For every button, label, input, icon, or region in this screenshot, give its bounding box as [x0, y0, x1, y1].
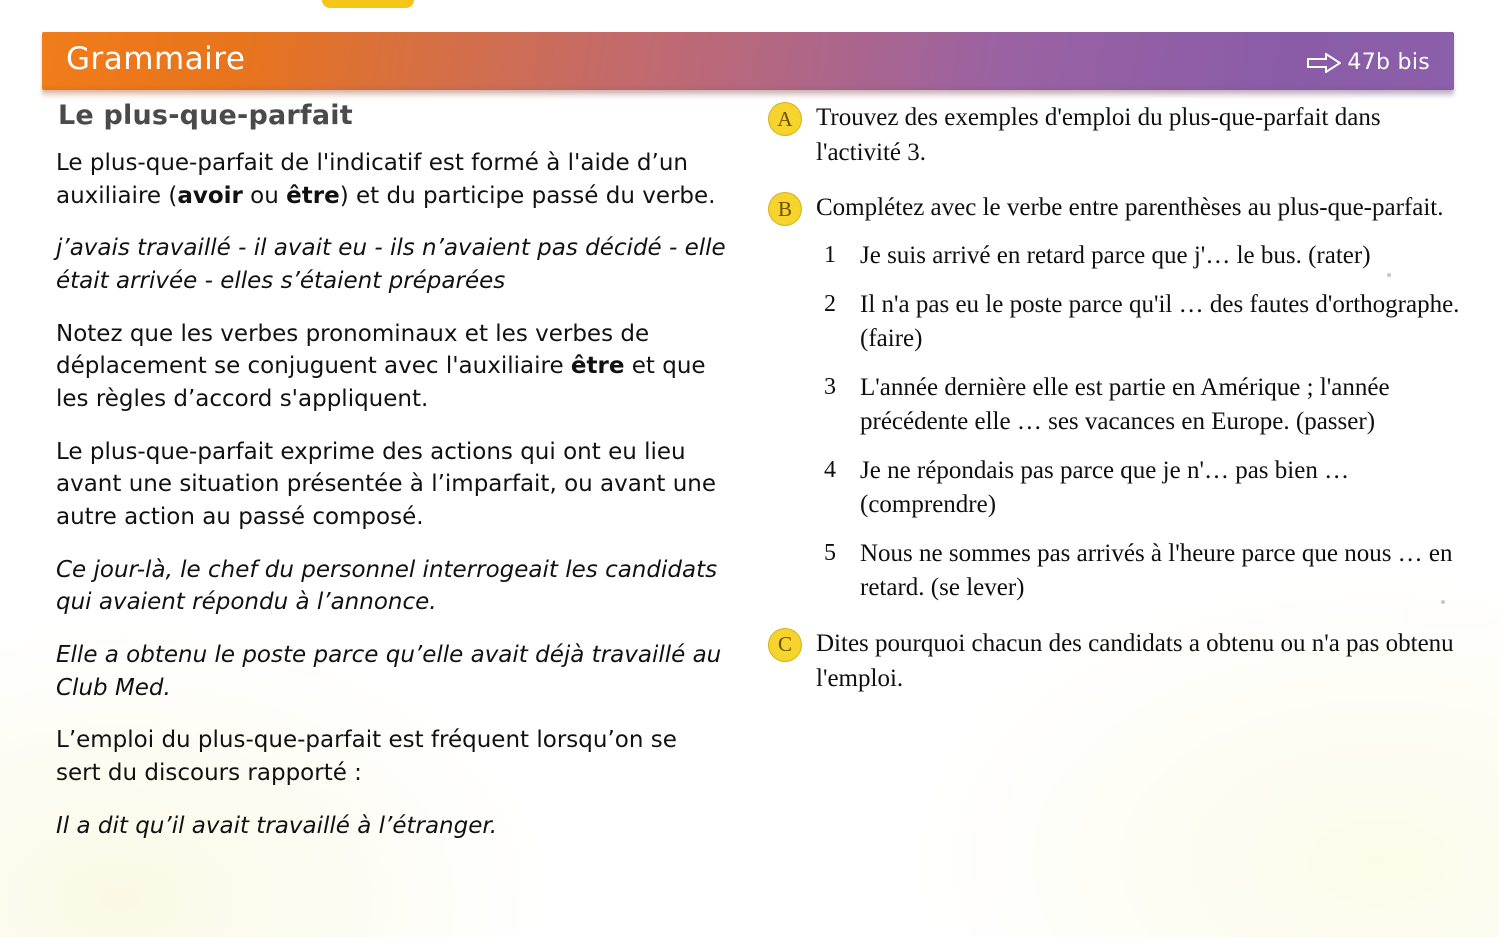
exercise-prompt: Complétez avec le verbe entre parenthèses au plus-que-parfait. [816, 194, 1444, 221]
exercise-items [816, 239, 1460, 606]
paragraph-text: Le plus-que-parfait exprime des actions qui ont eu lieu avant une situation présentée à l’imparfait, ou avant une autre action au passé composé. [56, 438, 717, 530]
section-reference [1307, 50, 1430, 75]
item-number: 1 [824, 242, 836, 268]
arrow-right-icon [1307, 53, 1341, 73]
exercise-list [760, 100, 1460, 696]
list-item [816, 288, 1460, 357]
exercise-badge: C [768, 628, 802, 662]
exercise-b [760, 190, 1460, 606]
list-item [816, 454, 1460, 523]
item-text: Il n'a pas eu le poste parce qu'il … des fautes d'orthographe. (faire) [860, 290, 1460, 352]
page-title: Grammaire [66, 41, 246, 77]
exercise-badge: B [768, 192, 802, 226]
grammar-paragraph [56, 436, 726, 534]
item-text: Nous ne sommes pas arrivés à l'heure parce que nous … en retard. (se lever) [860, 539, 1453, 601]
grammar-paragraph [56, 147, 726, 212]
grammar-paragraph [56, 318, 726, 416]
exercises-column [760, 100, 1460, 716]
paragraph-text: ou [242, 182, 287, 209]
item-text: L'année dernière elle est partie en Amérique ; l'année précédente elle … ses vacances en Europe. (passer) [860, 373, 1390, 435]
paragraph-text: j’avais travaillé - il avait eu - ils n’avaient pas décidé - elle était arrivée - elles s’étaient préparées [56, 235, 726, 294]
grammar-subtitle: Le plus-que-parfait [58, 100, 353, 131]
section-banner [42, 32, 1454, 90]
emphasis-text: avoir [177, 182, 243, 209]
exercise-c [760, 626, 1460, 696]
item-text: Je ne répondais pas parce que je n'… pas bien … (comprendre) [860, 456, 1350, 518]
exercise-badge: A [768, 102, 802, 136]
item-text: Je suis arrivé en retard parce que j'… le bus. (rater) [860, 242, 1371, 269]
grammar-paragraphs [56, 147, 726, 842]
scan-speck [1387, 273, 1391, 277]
item-number: 4 [824, 456, 836, 483]
paragraph-text: Ce jour-là, le chef du personnel interrogeait les candidats qui avaient répondu à l’annonce. [56, 556, 718, 616]
paragraph-text: Notez que les verbes pronominaux et les verbes de déplacement se conjuguent avec l'auxiliaire [56, 320, 650, 380]
paragraph-text: ) et du participe passé du verbe. [339, 182, 716, 209]
grammar-paragraph [56, 724, 726, 789]
scan-speck [1441, 600, 1445, 604]
paragraph-text: L’emploi du plus-que-parfait est fréquent lorsqu’on se sert du discours rapporté : [56, 727, 677, 786]
paragraph-text: et que les règles d’accord s'appliquent. [56, 353, 706, 412]
list-item [816, 239, 1460, 274]
grammar-paragraph [56, 810, 726, 843]
paragraph-text: Le plus-que-parfait de l'indicatif est formé à l'aide d’un auxiliaire ( [56, 150, 688, 209]
exercise-prompt: Trouvez des exemples d'emploi du plus-que-parfait dans l'activité 3. [816, 104, 1381, 166]
item-number: 3 [824, 373, 836, 400]
page-tab-marker [322, 0, 414, 8]
grammar-paragraph [56, 554, 726, 619]
paragraph-text: Elle a obtenu le poste parce qu’elle avait déjà travaillé au Club Med. [56, 641, 722, 701]
list-item [816, 371, 1460, 440]
emphasis-text: être [286, 182, 340, 209]
paragraph-text: Il a dit qu’il avait travaillé à l’étranger. [56, 812, 498, 839]
reference-label: 47b bis [1347, 50, 1430, 75]
grammar-paragraph [56, 232, 726, 297]
grammar-explanation-column [56, 100, 726, 862]
exercise-prompt: Dites pourquoi chacun des candidats a obtenu ou n'a pas obtenu l'emploi. [816, 629, 1454, 692]
grammar-paragraph [56, 639, 726, 704]
exercise-a [760, 100, 1460, 170]
item-number: 2 [824, 290, 836, 317]
emphasis-text: être [570, 353, 625, 380]
item-number: 5 [824, 539, 836, 566]
list-item [816, 537, 1460, 606]
